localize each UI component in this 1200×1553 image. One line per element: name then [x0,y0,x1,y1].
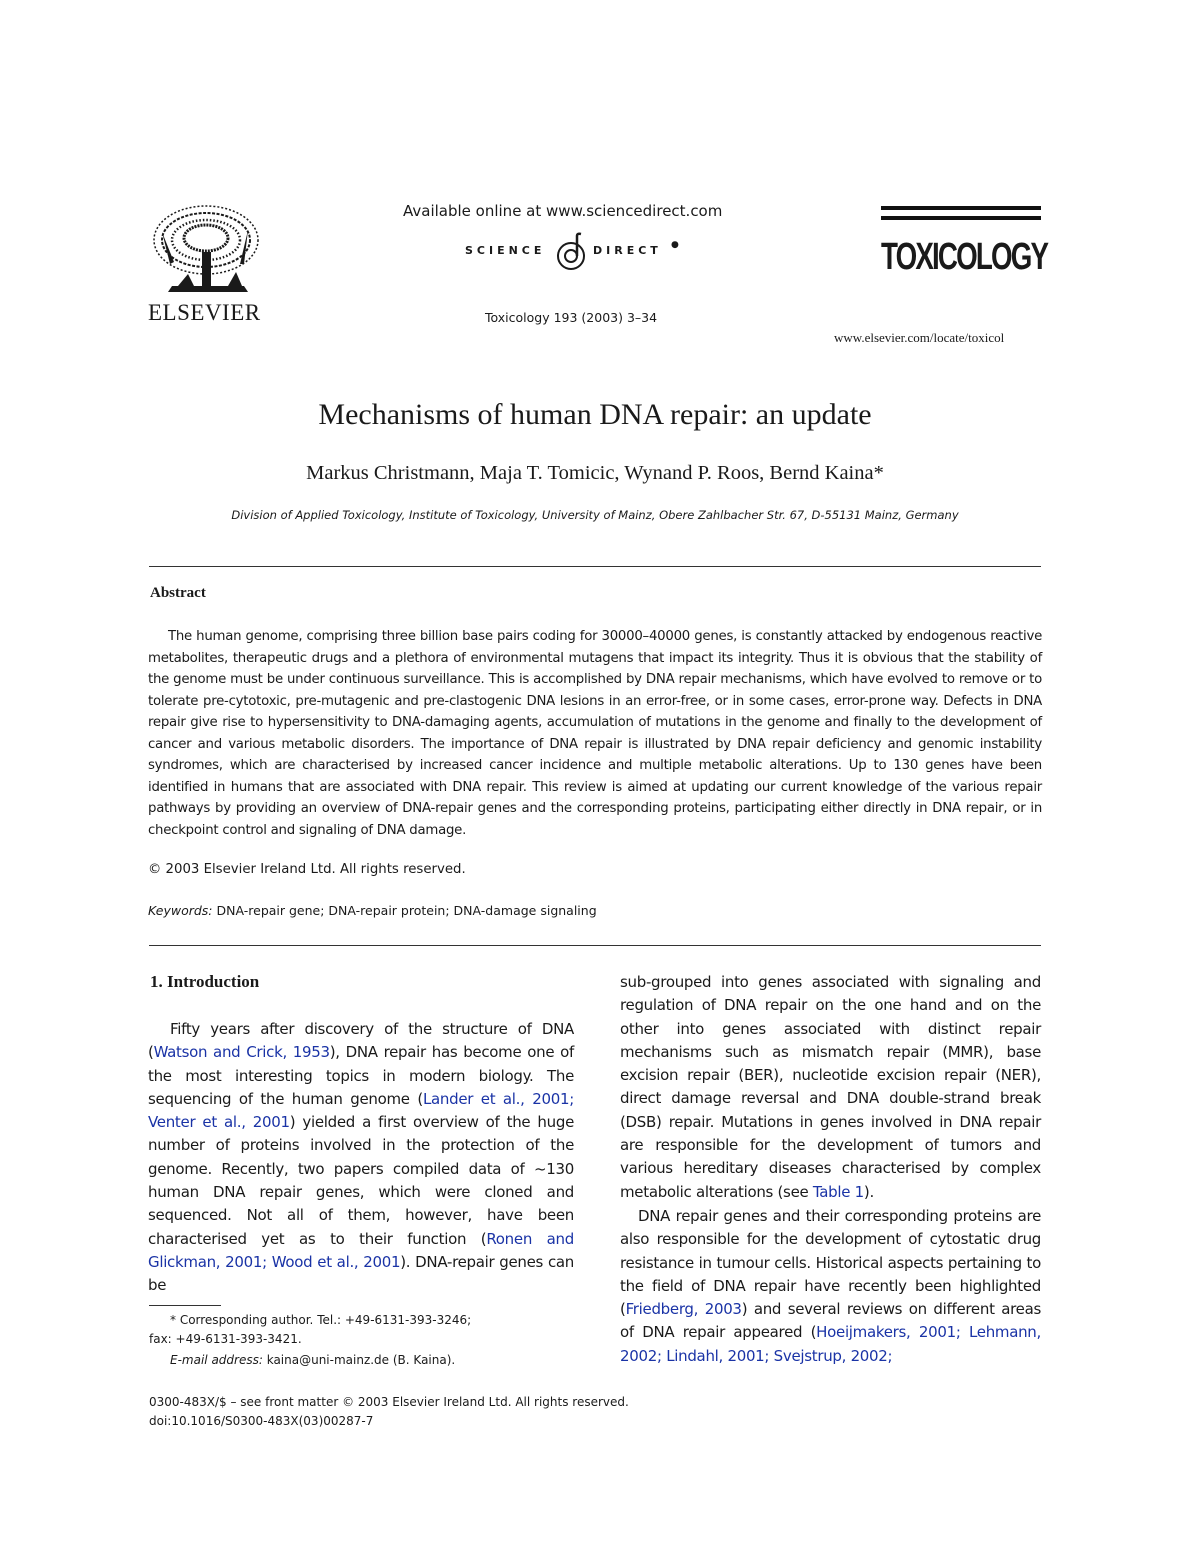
article-authors: Markus Christmann, Maja T. Tomicic, Wynand P. Roos, Bernd Kaina* [306,462,884,484]
email-address-link[interactable]: kaina@uni-mainz.de (B. Kaina). [262,1353,456,1367]
citation-link[interactable]: Friedberg, 2003 [625,1300,742,1319]
sciencedirect-left-word: SCIENCE [465,244,546,257]
paragraph-text: Fifty years after discovery of the structure of DNA ( [148,1020,574,1062]
journal-masthead-bars [881,206,1041,226]
star-icon: ● [671,240,679,250]
paragraph-text: ) and several reviews on different areas of DNA repair appeared ( [620,1300,1041,1342]
intro-paragraph-1 [148,1018,574,1298]
citation-link[interactable]: Hoeijmakers, 2001; Lehmann, 2002; Lindahl, 2001; Svejstrup, 2002; [620,1323,1041,1365]
footnote-rule [149,1305,221,1306]
footnote-corresponding: * Corresponding author. Tel.: +49-6131-393-3246; [170,1313,472,1327]
article-title: Mechanisms of human DNA repair: an update [318,398,872,431]
section-heading-introduction: 1. Introduction [150,972,260,991]
paragraph-text: DNA repair genes and their corresponding proteins are also responsible for the development of cytostatic drug resistance in tumour cells. Historical aspects pertaining to the field of DNA repair have recently been highlighted ( [620,1207,1041,1319]
citation-link[interactable]: Ronen and Glickman, 2001; Wood et al., 2001 [148,1229,574,1271]
paragraph-text: ) yielded a first overview of the huge number of proteins involved in the protection of the genome. Recently, two papers compiled data of ~130 human DNA repair genes, which were cloned and sequenced. Not all of them, however, have been characterised yet as to their function ( [148,1113,574,1248]
paragraph-text: ), DNA repair has become one of the most interesting topics in modern biology. The sequencing of the human genome ( [148,1043,574,1108]
masthead-bar [881,206,1041,210]
table-link[interactable]: Table 1 [812,1182,864,1201]
elsevier-tree-icon [148,202,264,298]
email-label: E-mail address: [170,1353,263,1367]
abstract-heading: Abstract [150,585,206,601]
keywords-list: DNA-repair gene; DNA-repair protein; DNA-damage signaling [216,903,597,918]
sciencedirect-logo [465,232,680,272]
paragraph-text: sub-grouped into genes associated with signaling and regulation of DNA repair on the one hand and on the other into genes associated with distinct repair mechanisms such as mismatch repair (MMR), base excision repair (BER), nucleotide excision repair (NER), direct damage reversal and DNA double-strand break (DSB) repair. Mutations in genes involved in DNA repair are responsible for the development of tumors and various hereditary diseases characterised by complex metabolic alterations (see [620,973,1041,1201]
masthead-bar [881,216,1041,220]
paragraph-text: ). DNA-repair genes can be [148,1252,575,1295]
elsevier-wordmark: ELSEVIER [148,300,261,325]
journal-reference: Toxicology 193 (2003) 3–34 [485,310,658,325]
divider-top [149,566,1041,567]
elsevier-logo [148,202,266,326]
citation-link[interactable]: Lander et al., 2001; Venter et al., 2001 [148,1089,574,1132]
divider-bottom [149,945,1041,946]
abstract-copyright: © 2003 Elsevier Ireland Ltd. All rights reserved. [148,862,466,877]
keywords [148,903,597,918]
issn-line: 0300-483X/$ – see front matter © 2003 Elsevier Ireland Ltd. All rights reserved. [149,1395,629,1409]
abstract-body: The human genome, comprising three billion base pairs coding for 30000–40000 genes, is constantly attacked by endogenous reactive metabolites, therapeutic drugs and a plethora of environmental mutagens that impact its integrity. Thus it is obvious that the stability of the genome must be under continuous surveillance. This is accomplished by DNA repair mechanisms, which have evolved to remove or to tolerate pre-cytotoxic, pre-mutagenic and pre-clastogenic DNA lesions in an error-free, or in some cases, error-prone way. Defects in DNA repair give rise to hypersensitivity to DNA-damaging agents, accumulation of mutations in the genome and finally to the development of cancer and various metabolic disorders. The importance of DNA repair is illustrated by DNA repair deficiency and genomic instability syndromes, which are characterised by increased cancer incidence and multiple metabolic alterations. Up to 130 genes have been identified in humans that are associated with DNA repair. This review is aimed at updating our current knowledge of the various repair pathways by providing an overview of DNA-repair genes and the corresponding proteins, participating either directly in DNA repair, or in checkpoint control and signaling of DNA damage. [148,629,1042,838]
article-affiliation: Division of Applied Toxicology, Institute of Toxicology, University of Mainz, Obere Zahlbacher Str. 67, D-55131 Mainz, Germany [231,508,959,522]
journal-url-link[interactable]: www.elsevier.com/locate/toxicol [834,330,1005,345]
doi-link[interactable]: doi:10.1016/S0300-483X(03)00287-7 [149,1414,374,1428]
footnote-fax: fax: +49-6131-393-3421. [149,1332,302,1346]
sciencedirect-d-icon [553,232,589,272]
sciencedirect-right-word: DIRECT [593,244,662,257]
available-online-text: Available online at www.sciencedirect.com [403,202,723,220]
citation-link[interactable]: Watson and Crick, 1953 [153,1043,330,1062]
journal-name: TOXICOLOGY [881,236,1048,278]
paragraph-text: ). [863,1182,874,1201]
intro-paragraph-1-continued [620,971,1041,1204]
intro-paragraph-2 [620,1205,1041,1368]
keywords-label: Keywords: [148,903,213,918]
footnote-email [170,1353,455,1367]
